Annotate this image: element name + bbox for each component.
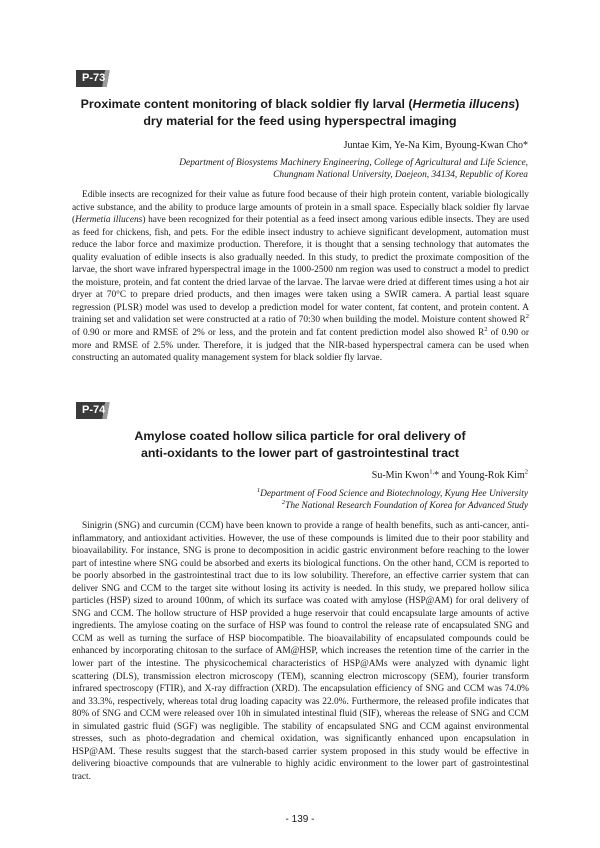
- abstract-number-badge: [76, 402, 120, 419]
- abstract-body: Edible insects are recognized for their value as future food because of their high protein content, variable biologically active substance, and the ability to produce large amounts of protein in a small space. Especially black soldier fly larvae (Hermetia illucens) have been recognized for their potential as a feed insect among various edible insects. They are used as feed for chickens, fish, and pets. For the edible insect industry to achieve significant development, automation must reduce the labor force and maximize production. Therefore, it is thought that a sensing technology that automates the quality evaluation of edible insects is also gradually needed. In this study, to predict the proximate composition of the larvae, the short wave infrared hyperspectral image in the 1000-2500 nm region was used to construct a model to predict the moisture, protein, and fat content the dried larvae of the larvae. The larvae were dried at different times using a hot air dryer at 70°C to prepare dried products, and then images were taken using a SWIR camera. A partial least square regression (PLSR) model was used to develop a prediction model for water content, fat content, and protein content. A training set and validation set were constructed at a ratio of 70:30 when building the model. Moisture content showed $R^2$ of 0.90 or more and RMSE of 2% or less, and the protein and fat content prediction model also showed $R^2$ of 0.90 or more and RMSE of 2.5% under. Therefore, it is judged that the NIR-based hyperspectral camera can be used when constructing an automated quality management system for black soldier fly larvae.: [72, 190, 530, 364]
- badge-label: P-73: [82, 72, 106, 84]
- abstract-number-badge: [76, 70, 120, 87]
- affiliation: Department of Biosystems Machinery Engineering, College of Agricultural and Life Science,: [179, 158, 528, 168]
- abstract-title: Amylose coated hollow silica particle for oral delivery of anti-oxidants to the lower part of gastrointestinal tract: [134, 429, 466, 460]
- author-list: Juntae Kim, Ye-Na Kim, Byoung-Kwan Cho*: [343, 140, 528, 151]
- abstract-title: Proximate content monitoring of black soldier fly larval (Hermetia illucens) dry material for the feed using hyperspectral imaging: [80, 97, 520, 128]
- affiliation: $^2$The National Research Foundation of Korea for Advanced Study: [281, 498, 528, 511]
- abstract-body: Sinigrin (SNG) and curcumin (CCM) have been known to provide a range of health benefits, such as anti-cancer, anti-inflammatory, and antioxidant activities. However, the use of these compounds is limited due to their poor stability and bioavailability. For instance, SNG is prone to decomposition in acidic gastric environment before reaching to the lower part of intestine where SNG could be absorbed and exerts its biological functions. On the other hand, CCM is reported to be poorly absorbed in the gastrointestinal tract due to its low solubility. Therefore, an effective carrier system that can deliver SNG and CCM to the target site without losing its activity is needed. In this study, we prepared hollow silica particles (HSP) sized to around 100nm, of which its surface was coated with amylose (HSP@AM) for oral delivery of SNG and CCM. The hollow structure of HSP provided a huge reservoir that could encapsulate large amounts of active ingredients. The amylose coating on the surface of HSP was found to control the release rate of encapsulated SNG and CCM as well as turning the surface of HSP biocompatible. The bioavailability of encapsulated compounds could be enhanced by incorporating chitosan to the surface of AM@HSP, which increases the retention time of the carrier in the lower part of the intestine. The physicochemical characteristics of HSP@AMs were analyzed with dynamic light scattering (DLS), transmission electron microscopy (TEM), scanning electron microscopy (SEM), fourier transform infrared spectroscopy (FTIR), and X-ray diffraction (XRD). The encapsulation efficiency of SNG and CCM was 74.0% and 33.3%, respectively, whereas total drug loading capacity was 22.0%. Furthermore, the released profile indicates that 80% of SNG and CCM were released over 10h in simulated intestinal fluid (SIF), whereas the release of SNG and CCM in simulated gastric fluid (SGF) was negligible. The stability of encapsulated SNG and CCM against environmental stresses, such as photo-degradation and chemical oxidation, was significantly enhanced upon encapsulation in HSP@AM. These results suggest that the starch-based carrier system proposed in this study would be effective in delivering bioactive compounds that are vulnerable to highly acidic environment to the lower part of gastrointestinal tract.: [72, 521, 529, 782]
- author-list: Su-Min Kwon$^{1,}$* and Young-Rok Kim$^2$: [371, 468, 528, 481]
- affiliation: $^1$Department of Food Science and Biotechnology, Kyung Hee University: [256, 486, 528, 499]
- badge-label: P-74: [82, 404, 106, 416]
- affiliation: Chungnam National University, Daejeon, 34134, Republic of Korea: [273, 170, 528, 180]
- page-number: - 139 -: [285, 814, 315, 825]
